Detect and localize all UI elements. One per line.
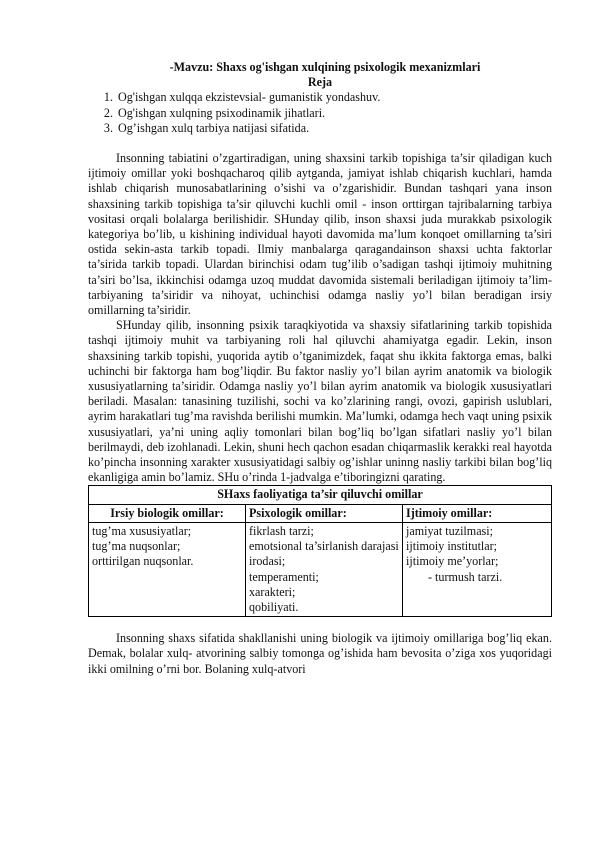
table-header: Irsiy biologik omillar: [89, 504, 246, 522]
plan-item: 3. Og’ishgan xulq tarbiya natijasi sifatida. [116, 121, 552, 136]
list-item: orttirilgan nuqsonlar. [92, 554, 194, 569]
table-header: Ijtimoiy omillar: [403, 504, 552, 522]
list-item: fikrlash tarzi; [249, 523, 314, 538]
factors-table [88, 485, 552, 617]
list-item: tug’ma xususiyatlar; [92, 523, 192, 538]
table-cell [246, 522, 403, 616]
plan-list [88, 90, 552, 136]
list-item: temperamenti; [249, 569, 319, 584]
list-item: emotsional ta’sirlanish darajasi [249, 539, 399, 554]
table-header: Psixologik omillar: [246, 504, 403, 522]
plan-item: 1. Og'ishgan xulqqa ekzistevsial- gumanistik yondashuv. [116, 90, 552, 105]
page-title: -Mavzu: Shaxs og'ishgan xulqining psixologik mexanizmlari [169, 60, 481, 74]
table-caption: SHaxs faoliyatiga ta’sir qiluvchi omillar [89, 486, 552, 504]
list-item: irodasi; [249, 554, 286, 569]
list-item: ijtimoiy institutlar; [406, 539, 498, 554]
body-paragraph: SHunday qilib, insonning psixik taraqkiyotida va shaxsiy sifatlarining tarkib topishida tashqi ijtimoiy muhit va tarbiyaning roli hal qiluvchi ahamiyatga egadir. Lekin, inson shaxsining tarkib topishi, yuqorida aytib o’tganimizdek, faqat shu ikkita faktorga emas, balki uchinchi bir faktorga ham bog’liqdir. Bu faktor nasliy yo’l bilan ayrim anatomik va biologik xususiyatlarning ta’siridir. Odamga nasliy yo’l bilan ayrim anatomik va biologik xususiyatlari beriladi. Masalan: tanasining tuzilishi, sochi va ko’zlarining rangi, ovozi, gapirish uslublari, ayrim harakatlari tug’ma ravishda berilishi mumkin. Ma’lumki, odamga hech vaqt uning psixik xususiyatlari, ya’ni uning aqliy tomonlari bilan bog’liq bo’lgan sifatlari nasliy yo’l bilan berilmaydi, deb izohlanadi. Lekin, shuni hech qachon esadan chiqarmaslik kerakki real hayotda ko’pincha insonning xarakter xususiyatidagi salbiy og’ishlar uninng nasliy tarkibi bilan bog’liq ekanligiga amin bo’lamiz. SHu o’rinda 1-jadvalga e’tiboringizni qarating. [88, 318, 552, 485]
list-item: tug’ma nuqsonlar; [92, 539, 181, 554]
document-page [88, 60, 552, 677]
plan-heading: Reja [307, 75, 333, 90]
list-item: xarakteri; [249, 584, 296, 599]
list-item: qobiliyati. [249, 599, 299, 614]
plan-item: 2. Og'ishgan xulqning psixodinamik jihatlari. [116, 106, 552, 121]
list-item: - turmush tarzi. [428, 569, 503, 584]
list-item: ijtimoiy me’yorlar; [406, 554, 499, 569]
list-item: jamiyat tuzilmasi; [406, 523, 493, 538]
body-paragraph: Insonning tabiatini o’zgartiradigan, uning shaxsini tarkib topishiga ta’sir qiladigan kuch ijtimoiy omillar yoki boshqacharoq qilib aytganda, jamiyat ishlab chiqarish kuchlari, hamda ishlab chiqarish munosabatlarining o’sishi va o’zgarishidir. Bundan tashqari yana inson shaxsining tarkib topishiga ta’sir qiluvchi kuchli omil - inson orttirgan tajribalarning tarbiya vositasi orqali bolalarga berilishidir. SHunday qilib, inson shaxsi juda murakkab psixologik kategoriya bo’lib, u kishining individual hayoti davomida ma’lum konqoet omillarning ta’siri ostida sekin-asta tarkib topadi. Ilmiy manbalarga qaragandainson shaxsi uchta faktorlar ta’sirida tarkib topadi. Ulardan birinchisi odam tug’ilib o’sadigan tashqi ijtimoiy muhitning ta’siri bo’lsa, ikkinchisi odamga uzoq muddat davomida sistemali beriladigan ijtimoiy ta’lim-tarbiyaning ta’siridir va nihoyat, uchinchisi odamga nasliy yo’l bilan beradigan irsiy omillarning ta’siridir. [88, 151, 552, 318]
table-cell [89, 522, 246, 616]
table-cell [403, 522, 552, 616]
body-paragraph: Insonning shaxs sifatida shakllanishi uning biologik va ijtimoiy omillariga bog’liq ekan. Demak, bolalar xulq- atvorining salbiy tomonga og’ishida ham bevosita o’ziga xos yuqoridagi ikki omilning o’rni bor. Bolaning xulq-atvori [88, 631, 552, 676]
